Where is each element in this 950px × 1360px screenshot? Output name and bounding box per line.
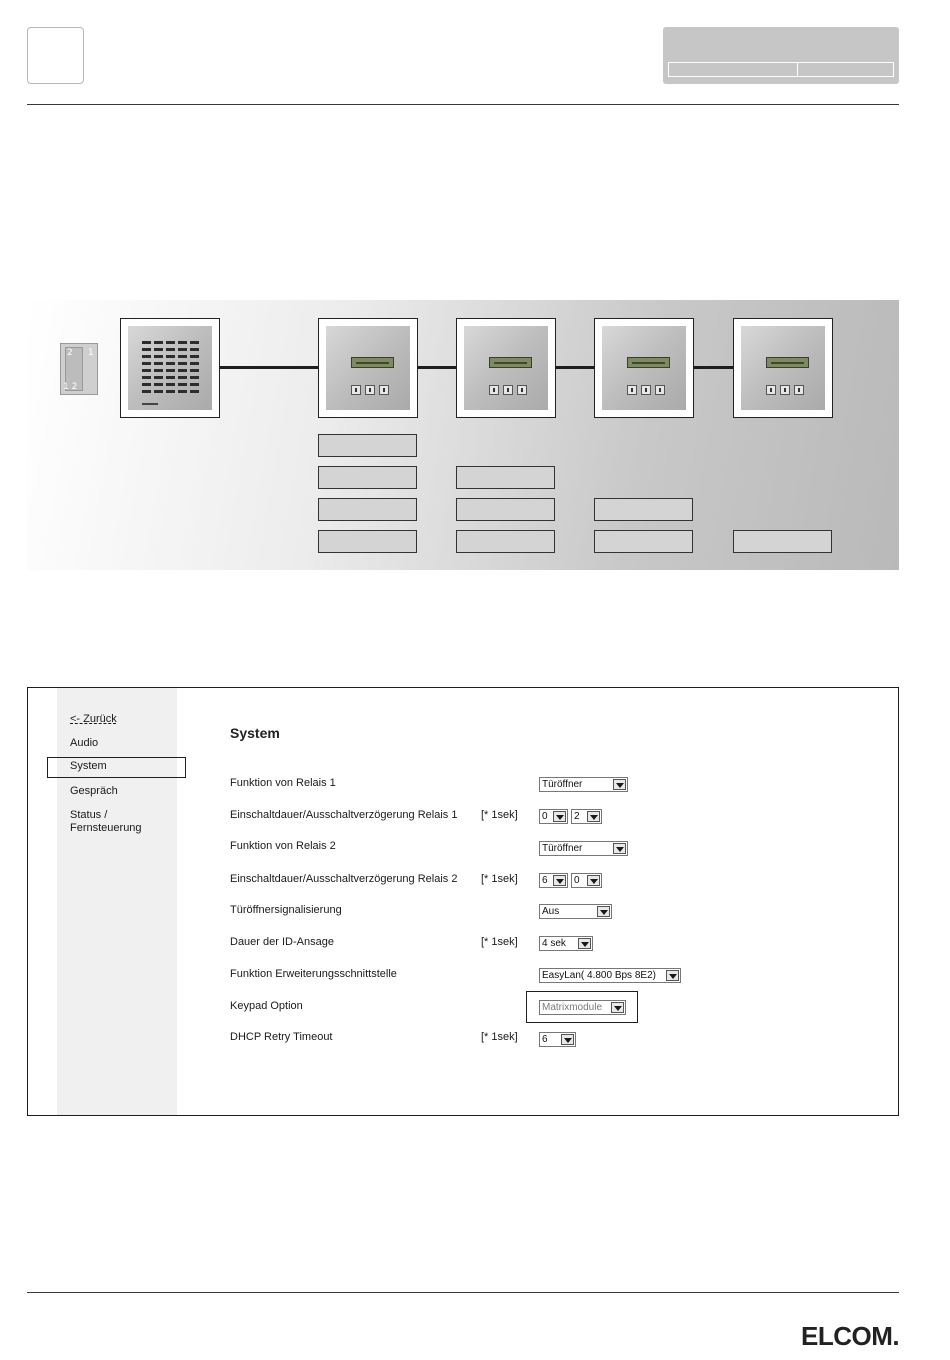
sidebar-item-label: Fernsteuerung [70,822,142,834]
select-value: Aus [542,906,560,917]
page-title: System [230,725,280,741]
key-icon [351,385,361,395]
extension-interface-select[interactable] [539,968,681,983]
key-icon [780,385,790,395]
elcom-logo: ELCOM. [801,1321,900,1351]
module-slot [594,498,693,521]
relay1-off-delay-select[interactable] [571,809,602,824]
module-slot [318,434,417,457]
setting-label: Keypad Option [230,1000,303,1012]
module-keys [489,385,527,395]
sidebar-selection-box [47,757,186,778]
sd-card-label: 1 2 [63,382,78,392]
select-value: 2 [574,811,580,822]
module-logo [142,403,158,405]
chevron-down-icon [561,1034,574,1045]
display-module-face [602,326,686,410]
module-keys [627,385,665,395]
module-keys [766,385,804,395]
chevron-down-icon [611,1002,624,1013]
settings-screenshot [27,687,899,1116]
module-slot [456,498,555,521]
chevron-down-icon [613,779,626,790]
key-icon [655,385,665,395]
door-opener-signal-select[interactable] [539,904,612,919]
chevron-down-icon [553,875,566,886]
sidebar-item-audio[interactable]: Audio [70,737,99,749]
chapter-bar [668,62,894,77]
key-icon [517,385,527,395]
key-icon [489,385,499,395]
sidebar-item-system[interactable]: System [70,760,107,772]
setting-label: DHCP Retry Timeout [230,1031,333,1043]
relay1-function-select[interactable] [539,777,628,792]
display-module-face [741,326,825,410]
module-slot [318,498,417,521]
setting-unit: [* 1sek] [481,809,518,821]
select-value: 0 [542,811,548,822]
setting-label: Dauer der ID-Ansage [230,936,334,948]
key-icon [627,385,637,395]
lcd-display-icon [351,357,394,368]
key-icon [379,385,389,395]
speaker-grille-icon [142,341,199,393]
page-tab [27,27,84,84]
select-value: Matrixmodule [542,1002,603,1013]
bus-connector [693,366,734,369]
select-value: EasyLan( 4.800 Bps 8E2) [542,970,656,981]
select-value: 4 sek [542,938,566,949]
sidebar-item-back[interactable]: <- Zurück [70,713,117,725]
speaker-module-face [128,326,212,410]
select-value: 0 [574,875,580,886]
sidebar-item-gespraech[interactable]: Gespräch [70,785,118,797]
display-module [594,318,694,418]
setting-label: Funktion Erweiterungsschnittstelle [230,968,397,980]
header-rule [27,104,899,105]
setting-label: Einschaltdauer/Ausschaltverzögerung Relais 1 [230,809,458,821]
relay2-on-duration-select[interactable] [539,873,568,888]
bus-connector [417,366,457,369]
dhcp-retry-timeout-select[interactable] [539,1032,576,1047]
module-slot [456,466,555,489]
chevron-down-icon [666,970,679,981]
relay1-on-duration-select[interactable] [539,809,568,824]
chevron-down-icon [553,811,566,822]
module-slot [456,530,555,553]
bus-connector [219,366,319,369]
relay2-function-select[interactable] [539,841,628,856]
chevron-down-icon [587,875,600,886]
module-slot [733,530,832,553]
chapter-marker [663,27,899,84]
keypad-option-select[interactable] [539,1000,626,1015]
chevron-down-icon [597,906,610,917]
key-icon [766,385,776,395]
key-icon [794,385,804,395]
setting-unit: [* 1sek] [481,1031,518,1043]
bus-connector [555,366,595,369]
module-slot [594,530,693,553]
display-module-face [326,326,410,410]
relay2-off-delay-select[interactable] [571,873,602,888]
setting-label: Funktion von Relais 1 [230,777,336,789]
display-module [456,318,556,418]
setting-label: Türöffnersignalisierung [230,904,342,916]
id-announcement-duration-select[interactable] [539,936,593,951]
sd-card-icon [60,343,98,395]
display-module [733,318,833,418]
module-slot [318,466,417,489]
display-module [318,318,418,418]
setting-label: Funktion von Relais 2 [230,840,336,852]
chapter-bar-segment [798,63,893,76]
select-value: Türöffner [542,843,583,854]
module-slot [318,530,417,553]
select-value: Türöffner [542,779,583,790]
setting-label: Einschaltdauer/Ausschaltverzögerung Relais 2 [230,873,458,885]
speaker-module [120,318,220,418]
sidebar-item-label: Status / [70,809,108,821]
lcd-display-icon [627,357,670,368]
key-icon [641,385,651,395]
sd-card-label: 2 [67,348,73,358]
chevron-down-icon [587,811,600,822]
setting-unit: [* 1sek] [481,873,518,885]
sd-card-label: 1 [88,348,94,358]
sidebar-item-status[interactable] [70,809,142,835]
select-value: 6 [542,1034,548,1045]
key-icon [365,385,375,395]
chevron-down-icon [613,843,626,854]
key-icon [503,385,513,395]
chevron-down-icon [578,938,591,949]
chapter-bar-segment [669,63,798,76]
select-value: 6 [542,875,548,886]
module-keys [351,385,389,395]
display-module-face [464,326,548,410]
lcd-display-icon [766,357,809,368]
sidebar [57,688,177,1115]
footer-rule [27,1292,899,1293]
lcd-display-icon [489,357,532,368]
setting-unit: [* 1sek] [481,936,518,948]
